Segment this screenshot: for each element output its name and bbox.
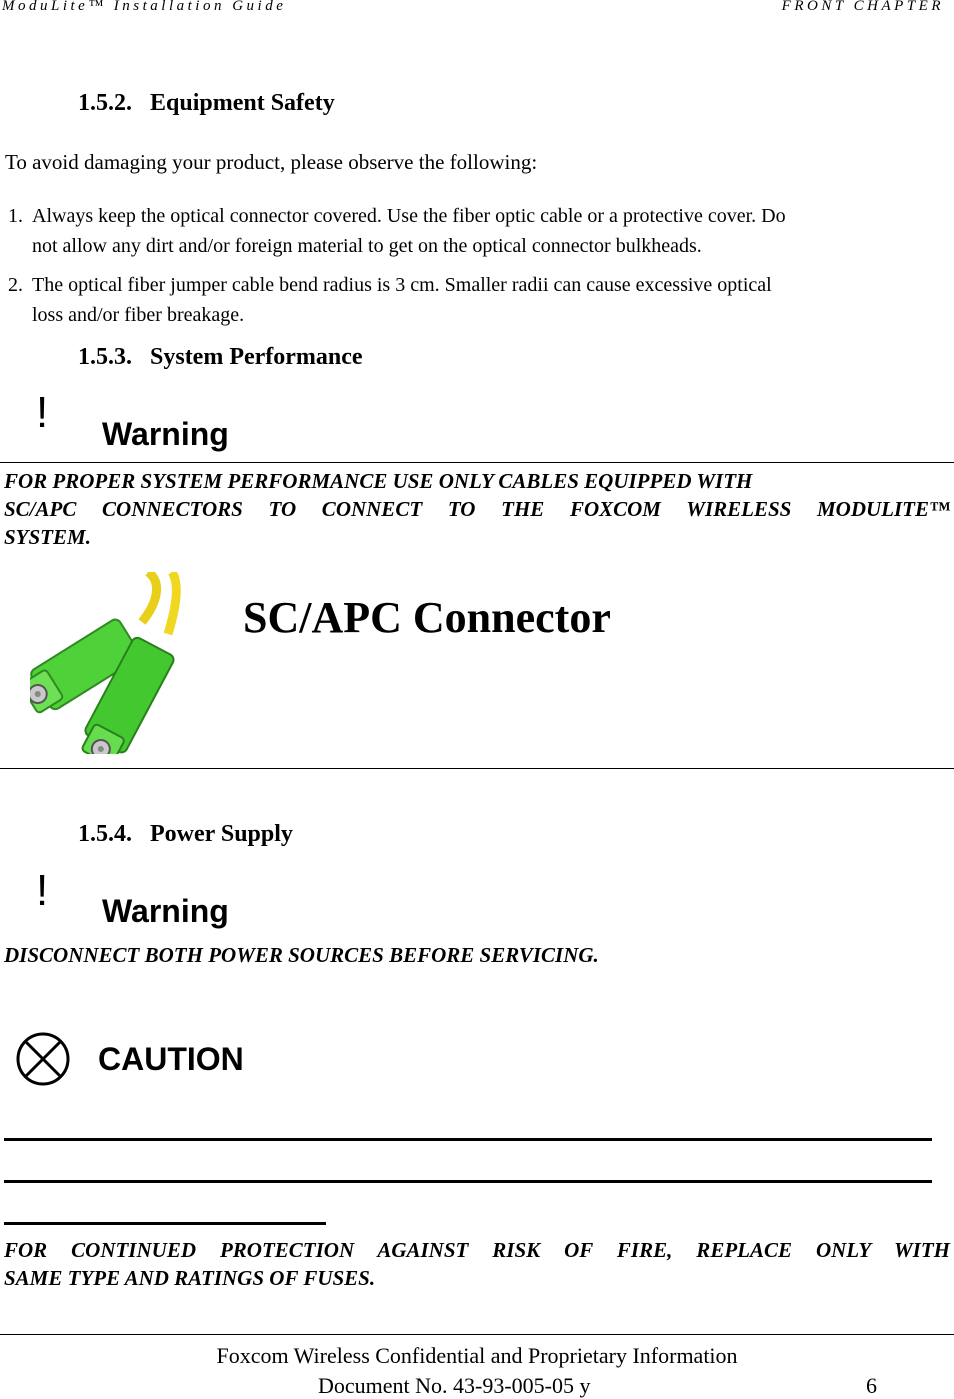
connector-illustration-icon <box>30 572 190 754</box>
list-text-line: Always keep the optical connector covered. Use the fiber optic cable or a protective cover. Do <box>32 205 786 227</box>
warning-label: Warning <box>102 893 229 929</box>
list-text-line: The optical fiber jumper cable bend radius is 3 cm. Smaller radii can cause excessive optical <box>32 274 772 296</box>
warning-text: DISCONNECT BOTH POWER SOURCES BEFORE SERVICING. <box>4 943 599 967</box>
list-text-line: not allow any dirt and/or foreign material to get on the optical connector bulkheads. <box>32 235 702 257</box>
exclamation-icon: ! <box>36 388 49 437</box>
blank-line <box>4 1138 932 1141</box>
section-title: Equipment Safety <box>150 90 335 116</box>
safety-intro: To avoid damaging your product, please observe the following: <box>5 150 538 174</box>
section-number: 1.5.3. <box>78 344 132 370</box>
blank-line <box>4 1180 932 1183</box>
divider <box>0 768 954 769</box>
caution-label: CAUTION <box>98 1041 244 1077</box>
page-number: 6 <box>866 1373 877 1398</box>
warning-text-line: SYSTEM. <box>4 525 91 549</box>
section-heading-equipment-safety <box>78 90 335 117</box>
caution-text-line: SAME TYPE AND RATINGS OF FUSES. <box>4 1266 376 1290</box>
section-number: 1.5.2. <box>78 90 132 116</box>
divider <box>0 462 954 463</box>
running-header-left: ModuLite™ Installation Guide <box>2 0 287 14</box>
blank-line <box>4 1222 326 1225</box>
sc-apc-connector-image <box>30 572 190 754</box>
section-heading-power-supply <box>78 821 293 848</box>
connector-caption: SC/APC Connector <box>243 593 611 642</box>
list-marker: 1. <box>8 205 23 227</box>
section-number: 1.5.4. <box>78 821 132 847</box>
warning-text-line: FOR PROPER SYSTEM PERFORMANCE USE ONLY CABLES EQUIPPED WITH <box>4 469 753 493</box>
list-text-line: loss and/or fiber breakage. <box>32 304 245 326</box>
caution-text-line: FOR CONTINUED PROTECTION AGAINST RISK OF FIRE, REPLACE ONLY WITH <box>4 1238 950 1262</box>
footer-confidential: Foxcom Wireless Confidential and Proprietary Information <box>216 1343 738 1368</box>
exclamation-icon: ! <box>36 866 49 915</box>
list-marker: 2. <box>8 274 23 296</box>
footer-document-number: Document No. 43-93-005-05 y <box>318 1373 591 1398</box>
section-title: System Performance <box>150 344 363 370</box>
section-heading-system-performance <box>78 344 363 371</box>
warning-text-line: SC/APC CONNECTORS TO CONNECT TO THE FOXCOM WIRELESS MODULITE™ <box>4 497 950 521</box>
section-title: Power Supply <box>150 821 293 847</box>
caution-icon <box>15 1031 71 1087</box>
footer-divider <box>0 1334 954 1335</box>
running-header-right: FRONT CHAPTER <box>781 0 944 14</box>
warning-label: Warning <box>102 416 229 452</box>
